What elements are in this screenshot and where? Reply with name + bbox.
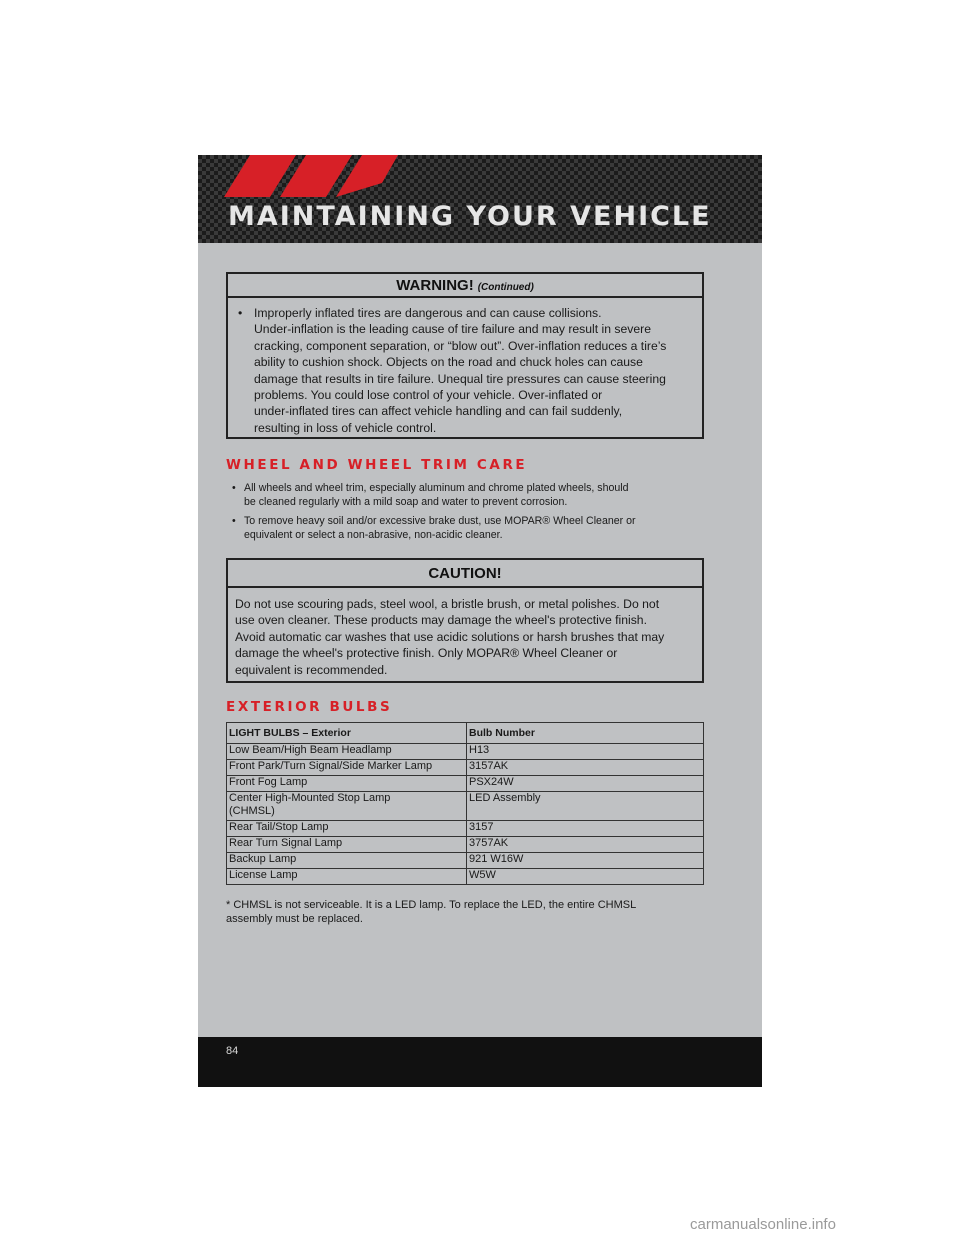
- warning-line: Improperly inflated tires are dangerous and can cause collisions.: [254, 306, 602, 320]
- table-header-row: [227, 723, 704, 744]
- chmsl-footnote: [226, 899, 706, 926]
- list-item: [232, 514, 702, 542]
- bullet-marker: •: [232, 515, 236, 527]
- manual-page: [198, 155, 762, 1087]
- table-row: [227, 869, 704, 885]
- bulb-name-cell: Backup Lamp: [227, 853, 467, 869]
- caution-heading: CAUTION!: [228, 560, 702, 588]
- caution-line: use oven cleaner. These products may damage the wheel's protective finish.: [235, 613, 647, 628]
- bulb-name-cell: Low Beam/High Beam Headlamp: [227, 744, 467, 760]
- list-item-line: equivalent or select a non-abrasive, non-acidic cleaner.: [244, 529, 503, 541]
- warning-text: [228, 298, 702, 436]
- table-row: [227, 792, 704, 821]
- list-item-line: be cleaned regularly with a mild soap and water to prevent corrosion.: [244, 496, 568, 508]
- page-header: [198, 155, 762, 243]
- column-header-bulb-number: Bulb Number: [467, 723, 704, 744]
- list-item-line: All wheels and wheel trim, especially aluminum and chrome plated wheels, should: [244, 482, 629, 494]
- watermark[interactable]: carmanualsonline.info: [690, 1216, 836, 1233]
- caution-line: Avoid automatic car washes that use acidic solutions or harsh brushes that may: [235, 629, 665, 644]
- bulb-name-cell: Front Fog Lamp: [227, 776, 467, 792]
- footnote-line: assembly must be replaced.: [226, 912, 363, 925]
- page-footer: [198, 1037, 762, 1087]
- exterior-bulbs-table: [226, 722, 704, 885]
- list-item-line: To remove heavy soil and/or excessive brake dust, use MOPAR® Wheel Cleaner or: [244, 515, 636, 527]
- table-row: [227, 760, 704, 776]
- caution-line: Do not use scouring pads, steel wool, a bristle brush, or metal polishes. Do not: [235, 597, 660, 611]
- bulb-name-cell: [227, 792, 467, 821]
- bulb-number-cell: W5W: [467, 869, 704, 885]
- list-item: [232, 481, 702, 509]
- table-row: [227, 837, 704, 853]
- bulb-number-cell: H13: [467, 744, 704, 760]
- bulb-name-cell: Rear Tail/Stop Lamp: [227, 821, 467, 837]
- caution-text: [228, 588, 702, 678]
- warning-line: cracking, component separation, or “blow out”. Over-inflation reduces a tire’s: [254, 338, 667, 353]
- warning-line: problems. You could lose control of your vehicle. Over-inflated or: [254, 388, 603, 403]
- warning-line: Under-inflation is the leading cause of tire failure and may result in severe: [254, 322, 651, 337]
- bulb-name-cell: License Lamp: [227, 869, 467, 885]
- table-row: [227, 821, 704, 837]
- page-title: MAINTAINING YOUR VEHICLE: [228, 201, 712, 232]
- warning-line: damage that results in tire failure. Unequal tire pressures can cause steering: [254, 371, 666, 386]
- caution-box: [226, 558, 704, 683]
- bulb-name-cell: Rear Turn Signal Lamp: [227, 837, 467, 853]
- bulb-name-line: (CHMSL): [229, 805, 275, 817]
- table-row: [227, 853, 704, 869]
- bulb-number-cell: 921 W16W: [467, 853, 704, 869]
- caution-line: equivalent is recommended.: [235, 662, 388, 677]
- bulb-number-cell: 3757AK: [467, 837, 704, 853]
- caution-line: damage the wheel's protective finish. Only MOPAR® Wheel Cleaner or: [235, 646, 618, 661]
- wheel-care-heading: WHEEL AND WHEEL TRIM CARE: [226, 457, 528, 473]
- racing-stripes-graphic: [198, 155, 398, 205]
- page-number: 84: [226, 1045, 239, 1057]
- column-header-light-bulbs: LIGHT BULBS – Exterior: [227, 723, 467, 744]
- bulb-name-line: Center High-Mounted Stop Lamp: [229, 792, 391, 804]
- table-row: [227, 744, 704, 760]
- bulb-number-cell: PSX24W: [467, 776, 704, 792]
- bulb-number-cell: LED Assembly: [467, 792, 704, 821]
- footnote-line: * CHMSL is not serviceable. It is a LED lamp. To replace the LED, the entire CHMSL: [226, 899, 637, 911]
- bulb-name-cell: Front Park/Turn Signal/Side Marker Lamp: [227, 760, 467, 776]
- warning-heading: [228, 274, 702, 298]
- wheel-care-list: [232, 481, 702, 547]
- warning-line: ability to cushion shock. Objects on the road and chuck holes can cause: [254, 355, 643, 370]
- table-row: [227, 776, 704, 792]
- bulb-number-cell: 3157: [467, 821, 704, 837]
- warning-line: under-inflated tires can affect vehicle handling and can fail suddenly,: [254, 404, 623, 419]
- exterior-bulbs-heading: EXTERIOR BULBS: [226, 699, 393, 715]
- bullet-marker: •: [232, 482, 236, 494]
- warning-title: WARNING!: [396, 277, 474, 294]
- bulb-number-cell: 3157AK: [467, 760, 704, 776]
- warning-line: resulting in loss of vehicle control.: [254, 420, 437, 435]
- bullet-marker: •: [238, 306, 243, 320]
- warning-box: [226, 272, 704, 439]
- warning-continued: (Continued): [477, 282, 534, 293]
